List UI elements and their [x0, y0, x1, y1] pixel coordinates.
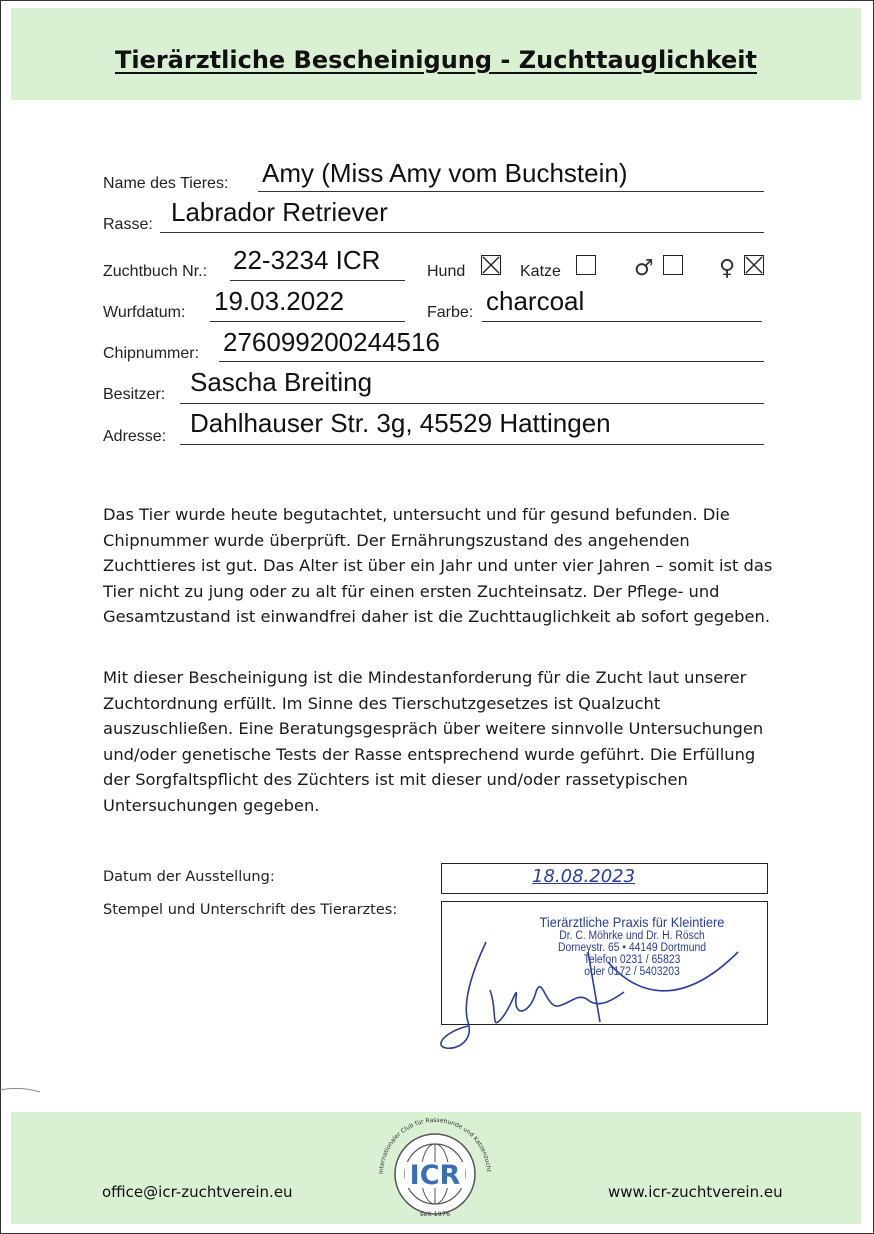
value-chipnummer: 276099200244516 [223, 327, 440, 357]
stamp-line-3: Dorneystr. 65 • 44149 Dortmund [557, 942, 707, 954]
stamp-line-4: Telefon 0231 / 65823 [583, 954, 681, 966]
checkmark-x-icon [482, 256, 500, 274]
line-chipnummer [219, 361, 764, 362]
value-adresse: Dahlhauser Str. 3g, 45529 Hattingen [190, 408, 611, 438]
label-katze: Katze [520, 263, 561, 280]
footer-website[interactable]: www.icr-zuchtverein.eu [608, 1183, 783, 1201]
checkbox-katze[interactable] [576, 255, 596, 275]
checkbox-male[interactable] [663, 255, 683, 275]
checkmark-x-icon [745, 256, 763, 274]
handwritten-date: 18.08.2023 [532, 866, 636, 887]
value-farbe: charcoal [486, 286, 585, 316]
paragraph-examination: Das Tier wurde heute begutachtet, untersucht und für gesund befunden. Die Chipnummer wurde überprüft. Der Ernährungszustand des angehenden Zuchttieres ist gut. Das Alter ist über ein Jahr und unter vier Jahren – somit ist das Tier nicht zu jung oder zu alt für einen ersten Zuchteinsatz. Der Pflege- und Gesamtzustand ist einwandfrei daher ist die Zuchttauglichkeit ab sofort gegeben. [103, 505, 773, 626]
line-zuchtbuch [230, 280, 405, 281]
paragraph-requirements: Mit dieser Bescheinigung ist die Mindestanforderung für die Zucht laut unserer Zuchtordnung erfüllt. Im Sinne des Tierschutzgesetzes ist Qualzucht auszuschließen. Eine Beratungsgespräch über weitere sinnvolle Untersuchungen und/oder genetische Tests der Rasse entsprechend wurde geführt. Die Erfüllung der Sorgfaltspflicht des Züchters ist mit dieser und/oder rassetypischen Untersuchungen gegeben. [103, 668, 764, 815]
footer-email[interactable]: office@icr-zuchtverein.eu [102, 1183, 293, 1201]
label-adresse: Adresse: [103, 428, 167, 445]
logo-since-text: seit 1976 [419, 1210, 451, 1218]
label-stamp-signature: Stempel und Unterschrift des Tierarztes: [103, 902, 398, 918]
value-name: Amy (Miss Amy vom Buchstein) [262, 158, 628, 188]
logo-ring-text: Internationaler Club für Rassehunde und Katzenzucht [377, 1116, 492, 1175]
line-wurfdatum [210, 321, 405, 322]
label-date-issued: Datum der Ausstellung: [103, 869, 275, 885]
male-symbol-icon: ♂ [634, 256, 654, 281]
label-chipnummer: Chipnummer: [103, 345, 200, 362]
female-symbol-icon: ♀ [719, 256, 736, 281]
value-wurfdatum: 19.03.2022 [214, 286, 345, 316]
stamp-line-1: Tierärztliche Praxis für Kleintiere [539, 914, 725, 930]
label-zuchtbuch: Zuchtbuch Nr.: [103, 263, 208, 280]
header-band [11, 8, 861, 100]
label-wurfdatum: Wurfdatum: [103, 304, 186, 321]
label-name: Name des Tieres: [103, 175, 229, 192]
stamp-box [441, 901, 768, 1025]
logo-main-text: ICR [409, 1160, 461, 1191]
icr-globe-icon [361, 1112, 509, 1224]
line-farbe [482, 321, 762, 322]
stamp-line-5: oder 0172 / 5403203 [584, 966, 680, 978]
label-farbe: Farbe: [427, 304, 474, 321]
value-besitzer: Sascha Breiting [190, 367, 373, 397]
value-rasse: Labrador Retriever [171, 197, 388, 227]
signature-scribble [438, 922, 758, 1062]
stamp-line-2: Dr. C. Möhrke und Dr. H. Rösch [559, 930, 705, 942]
line-adresse [180, 444, 764, 445]
value-zuchtbuch: 22-3234 ICR [233, 245, 381, 275]
icr-logo [361, 1112, 509, 1224]
label-besitzer: Besitzer: [103, 386, 166, 403]
line-rasse [160, 232, 764, 233]
margin-mark [0, 1086, 40, 1094]
line-besitzer [180, 403, 764, 404]
label-rasse: Rasse: [103, 216, 153, 233]
checkbox-female[interactable] [744, 255, 764, 275]
label-hund: Hund [427, 263, 466, 280]
date-box [441, 863, 768, 894]
document-title: Tierärztliche Bescheinigung - Zuchttauglichkeit [114, 46, 758, 74]
line-name [258, 191, 764, 192]
checkbox-hund[interactable] [481, 255, 501, 275]
